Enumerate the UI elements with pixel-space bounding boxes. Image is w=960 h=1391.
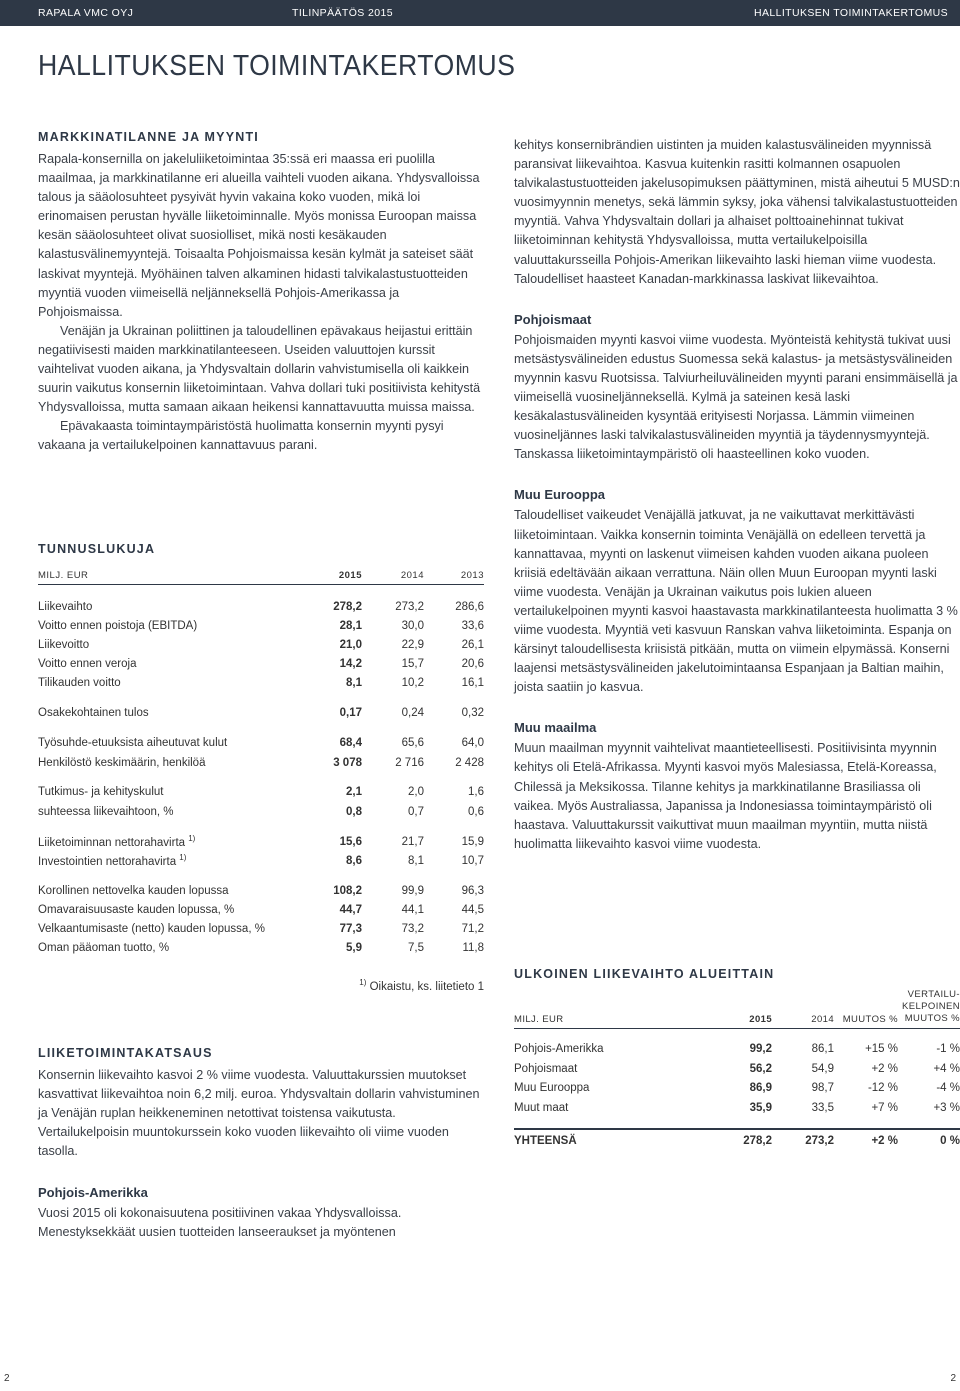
keyfigures-body [38,585,484,958]
keyfigures-label: Työsuhde-etuuksista aiheutuvat kulut [38,737,228,750]
keyfigures-value-2014: 22,9 [401,638,424,651]
external-sales-row [514,1039,960,1059]
keyfigures-value-2013: 0,6 [468,805,484,818]
keyfigures-label: Liikevoitto [38,638,90,651]
keyfigures-label: suhteessa liikevaihtoon, % [38,805,174,818]
keyfigures-row [38,851,484,870]
keyfigures-year-2015: 2015 [302,566,362,585]
keyfigures-section [38,542,484,993]
region-2015: 86,9 [749,1082,772,1095]
right-column [514,136,960,854]
keyfigures-value-2013: 33,6 [461,619,484,632]
footnote-text: Oikaistu, ks. liitetieto 1 [369,980,484,993]
keyfigures-label: Osakekohtainen tulos [38,707,149,720]
region-2014: 54,9 [811,1062,834,1075]
region-change: -12 % [867,1082,898,1095]
operations-text: Konsernin liikevaihto kasvoi 2 % viime vuodesta. Valuuttakurssien muutokset kasvattivat liikevaihtoa noin 6,2 milj. euroa. Yhdysvaltain dollarin vahvistuminen ja Venäjän ruplan heikkeneminen netottivat toistensa vaikutusta. Vertailukelpoisin muuntokurssein koko vuoden liikevaihto oli viime vuoden tasolla. [38,1068,480,1159]
keyfigures-value-2014: 44,1 [401,904,424,917]
region-comparable-change: +4 % [933,1062,960,1075]
keyfigures-value-2015: 8,6 [346,854,362,867]
header-report: TILINPÄÄTÖS 2015 [292,7,393,19]
page-number-left: 2 [4,1373,10,1384]
external-sales-row [514,1098,960,1118]
keyfigures-row [38,655,484,674]
external-sales-col-comparable [898,989,960,1029]
keyfigures-label: Liikevaihto [38,600,93,613]
keyfigures-heading: TUNNUSLUKUJA [38,542,156,556]
region-name: Pohjoismaat [514,1062,578,1075]
keyfigures-value-2013: 20,6 [461,658,484,671]
north-america-text-left: Vuosi 2015 oli kokonaisuutena positiivinen vakaa Yhdysvalloissa. Menestyksekkäät uusien tuotteiden lanseeraukset ja myöntenen [38,1206,402,1240]
footnote-ref: 1) [179,853,187,863]
keyfigures-label: Henkilöstö keskimäärin, henkilöä [38,756,206,769]
keyfigures-row [38,616,484,635]
keyfigures-label: Tutkimus- ja kehityskulut [38,786,164,799]
keyfigures-value-2013: 71,2 [461,923,484,936]
keyfigures-value-2013: 0,32 [461,707,484,720]
keyfigures-value-2015: 8,1 [346,677,362,690]
keyfigures-value-2013: 11,8 [462,942,484,955]
keyfigures-footnote [38,978,484,993]
north-america-section [38,1185,483,1242]
keyfigures-value-2014: 21,7 [401,835,424,848]
keyfigures-row [38,920,484,939]
keyfigures-value-2013: 16,1 [461,677,484,690]
page-number-right: 2 [950,1373,956,1384]
external-sales-section [514,967,960,1152]
page-title: HALLITUKSEN TOIMINTAKERTOMUS [38,50,516,82]
keyfigures-unit: MILJ. EUR [38,566,302,585]
keyfigures-row [38,832,484,851]
other-europe-text: Taloudelliset vaikeudet Venäjällä jatkuvat, ja ne vaikuttavat merkittävästi liiketoimintaan. Vaikka konsernin toiminta Venäjällä on edelleen tervettä ja kannattavaa, myynti on laskenut viimeisen kahden vuoden aikana puoleen kriisiä edeltävään aikaan verrattuna. Näin ollen Muun Euroopan myynti laski viime vuodesta. Venäjän ja Ukrainan vaikutus pois lukien alueen vertailukelpoinen myynti kasvoi haastavasta markkinatilanteesta huolimatta 3 % viime vuodesta. Myyntiä veti kasvuun Ranskan vahva liiketoiminta. Espanja on kärsinyt taloudellisesta kriisistä pitkään, mutta on viimein elpymässä. Konserni laajensi metsästysvälineiden jakelutoimintaansa Espanjaan ja Baltian maihin, joista saatiin jo kasvua. [514,508,958,695]
markets-paragraph-2: Venäjän ja Ukrainan poliittinen ja taloudellinen epävakaus heijastui erittäin negatiivisesti maiden markkinatilanteeseen. Useiden valuuttojen kurssit vaihtelivat vuoden aikana, ja Yhdysvaltain dollarin vahvistumisella oli kaikkein suurin vaikutus konsernin liiketoimintaan. Vahva dollari tuki positiivista kehitystä Yhdysvalloissa, mutta samaan aikaan heikensi kannattavuutta muissa maissa. [38,323,481,415]
region-2014: 33,5 [811,1102,834,1115]
comp-header-line-2: KELPOINEN [902,1001,960,1012]
region-comparable-change: +3 % [933,1102,960,1115]
keyfigures-value-2013: 15,9 [461,835,484,848]
total-comparable-change: 0 % [898,1129,960,1152]
keyfigures-value-2013: 64,0 [461,737,484,750]
keyfigures-value-2014: 273,2 [395,600,424,613]
header-section: HALLITUKSEN TOIMINTAKERTOMUS [753,7,948,19]
keyfigures-row [38,900,484,919]
keyfigures-value-2015: 0,17 [339,707,362,720]
keyfigures-value-2014: 0,7 [408,805,424,818]
total-2015: 278,2 [710,1129,772,1152]
keyfigures-value-2015: 21,0 [339,638,362,651]
total-region: YHTEENSÄ [514,1129,710,1152]
keyfigures-value-2013: 286,6 [455,600,484,613]
keyfigures-value-2014: 73,2 [401,923,424,936]
rest-of-world-text: Muun maailman myynnit vaihtelivat maantieteellisesti. Positiivisinta myynnin kehitys oli Etelä-Afrikassa. Myynti kasvoi myös Malesiassa, Etelä-Koreassa, Chilessä ja Meksikossa. Tilanne kehitys ja markkinatilanne Brasiliassa oli vaikea. Myös Australiassa, Japanissa ja Indonesiassa toimintaympäristö oli haastava. Valuuttakurssit vaikuttivat muun maailman myyntiin, mutta niistä huolimatta liikevaihto kasvoi viime vuodesta. [514,741,937,851]
keyfigures-value-2013: 2 428 [455,756,484,769]
keyfigures-row [38,734,484,753]
keyfigures-value-2015: 14,2 [339,658,362,671]
keyfigures-value-2015: 28,1 [339,619,362,632]
external-sales-row [514,1059,960,1079]
markets-section [38,130,483,456]
keyfigures-label: Oman pääoman tuotto, % [38,942,170,955]
footnote-mark: 1) [359,977,367,987]
keyfigures-row [38,802,484,821]
keyfigures-value-2015: 108,2 [333,884,362,897]
region-name: Muu Eurooppa [514,1082,590,1095]
region-change: +2 % [871,1062,898,1075]
region-name: Muut maat [514,1102,569,1115]
keyfigures-value-2015: 2,1 [346,786,362,799]
keyfigures-value-2015: 0,8 [346,805,362,818]
keyfigures-value-2014: 10,2 [401,677,424,690]
external-sales-unit: MILJ. EUR [514,989,710,1029]
keyfigures-value-2015: 44,7 [339,904,362,917]
total-2014: 273,2 [772,1129,834,1152]
region-change: +15 % [865,1042,898,1055]
keyfigures-value-2014: 2,0 [408,786,424,799]
page-header [0,0,960,26]
keyfigures-year-2014: 2014 [362,566,424,585]
keyfigures-value-2013: 44,5 [461,904,484,917]
keyfigures-label: Voitto ennen poistoja (EBITDA) [38,619,198,632]
region-change: +7 % [871,1102,898,1115]
external-sales-col-change: MUUTOS % [834,989,898,1029]
keyfigures-row [38,597,484,616]
markets-heading: MARKKINATILANNE JA MYYNTI [38,130,259,144]
north-america-text-right: kehitys konsernibrändien uistinten ja muiden kalastusvälineiden myynnissä paransivat liikevaihtoa. Kasvua kuitenkin rasitti kolmannen osapuolen talvikalastustuotteiden jakelusopimuksen päättyminen, mistä aiheutui 5 MUSD:n vuosimyynnin menetys, sekä lämmin syksy, joka vähensi talvikalastustuotteiden myyntiä. Vahva Yhdysvaltain dollari ja alhaiset polttoainehinnat tukivat liiketoiminnan kehitystä Yhdysvalloissa, mutta vertailukelpoisilla valuuttakursseilla Pohjois-Amerikan liikevaihto laski hieman viime vuodesta. Taloudelliset haasteet Kanadan-markkinassa laskivat liikevaihtoa. [514,138,960,286]
rest-of-world-heading: Muu maailma [514,720,597,736]
keyfigures-year-2013: 2013 [424,566,484,585]
keyfigures-value-2015: 77,3 [339,923,362,936]
keyfigures-value-2014: 7,5 [408,942,424,955]
keyfigures-value-2014: 99,9 [401,884,424,897]
operations-section [38,1046,483,1161]
keyfigures-label: Omavaraisuusaste kauden lopussa, % [38,904,235,917]
total-change: +2 % [834,1129,898,1152]
region-2015: 56,2 [749,1062,772,1075]
keyfigures-value-2015: 68,4 [339,737,362,750]
keyfigures-label: Liiketoiminnan nettorahavirta $^{1)}$ [38,834,196,850]
keyfigures-row [38,674,484,693]
keyfigures-label: Tilikauden voitto [38,677,121,690]
external-sales-row [514,1079,960,1099]
markets-paragraph-3: Epävakaasta toimintaympäristöstä huolimatta konsernin myynti pysyi vakaana ja vertailukelpoinen kannattavuus parani. [38,419,444,453]
keyfigures-label: Velkaantumisaste (netto) kauden lopussa, % [38,923,265,936]
keyfigures-value-2014: 30,0 [401,619,424,632]
external-sales-total-row [514,1129,960,1152]
keyfigures-value-2014: 2 716 [395,756,424,769]
external-sales-table [514,989,960,1152]
region-2015: 99,2 [749,1042,772,1055]
region-2014: 86,1 [811,1042,834,1055]
keyfigures-value-2014: 65,6 [401,737,424,750]
keyfigures-value-2014: 8,1 [408,854,424,867]
external-sales-heading: ULKOINEN LIIKEVAIHTO ALUEITTAIN [514,967,775,981]
external-sales-body [514,1029,960,1119]
keyfigures-row [38,704,484,723]
external-sales-col-2015: 2015 [710,989,772,1029]
keyfigures-value-2013: 26,1 [461,638,484,651]
region-name: Pohjois-Amerikka [514,1042,604,1055]
keyfigures-value-2015: 15,6 [339,835,362,848]
keyfigures-row [38,753,484,772]
keyfigures-value-2015: 278,2 [333,600,362,613]
keyfigures-value-2014: 15,7 [401,658,424,671]
region-2014: 98,7 [811,1082,834,1095]
operations-heading: LIIKETOIMINTAKATSAUS [38,1046,213,1060]
keyfigures-row [38,939,484,958]
nordics-heading: Pohjoismaat [514,311,592,327]
region-comparable-change: -4 % [936,1082,960,1095]
keyfigures-value-2015: 3 078 [333,756,362,769]
external-sales-col-2014: 2014 [772,989,834,1029]
keyfigures-table [38,566,484,958]
keyfigures-row [38,881,484,900]
comp-header-line-1: VERTAILU- [907,989,960,1000]
keyfigures-value-2015: 5,9 [346,942,362,955]
header-company: RAPALA VMC OYJ [38,7,134,19]
keyfigures-value-2013: 10,7 [461,854,484,867]
keyfigures-label: Voitto ennen veroja [38,658,137,671]
footnote-ref: 1) [188,834,196,844]
keyfigures-value-2013: 1,6 [468,786,484,799]
nordics-text: Pohjoismaiden myynti kasvoi viime vuodesta. Myönteistä kehitystä tukivat uusi metsästysvälineiden edustus Suomessa sekä kalastus- ja metsästysvälineiden myynnin kasvu Ruotsissa. Talviurheiluvälineiden myynti parani ensimmäisellä ja viimeisellä vuosineljänneksellä. Kylmä ja sateinen kesä laski kesäkalastusvälineiden kysyntää erityisesti Norjassa. Lämmin viimeinen vuosineljännes laski talvikalastusvälineiden myyntiä ja täydennysmyyntejä. Tanskassa liiketoimintaympäristö oli haasteellinen koko vuoden. [514,332,958,462]
north-america-heading: Pohjois-Amerikka [38,1185,148,1200]
keyfigures-row [38,635,484,654]
comp-header-line-3: MUUTOS % [904,1013,960,1024]
keyfigures-label: Korollinen nettovelka kauden lopussa [38,884,229,897]
keyfigures-value-2014: 0,24 [401,707,424,720]
region-2015: 35,9 [749,1102,772,1115]
keyfigures-row [38,783,484,802]
keyfigures-label: Investointien nettorahavirta $^{1)}$ [38,853,187,869]
region-comparable-change: -1 % [936,1042,960,1055]
other-europe-heading: Muu Eurooppa [514,487,605,503]
markets-paragraph-1: Rapala-konsernilla on jakeluliiketoimintaa 35:ssä eri maassa eri puolilla maailmaa, ja markkinatilanne eri alueilla vaihteli vuoden aikana. Yhdysvalloissa talous ja sääolosuhteet pysyivät hyvin vakaina koko vuoden, mikä loi erinomaisen perustan hyvälle liiketoiminnalle. Myös monissa Euroopan maissa kesän sääolosuhteet olivat suosiolliset, mikä nosti kesäkauden kalastusvälinemyyntejä. Toisaalta Pohjoismaissa kesän kylmät ja sateiset säät laskivat myyntejä. Myöhäinen talven alkaminen hidasti talvikalastustuotteiden myyntiä vuoden viimeisellä neljänneksellä Pohjois-Amerikassa ja Pohjoismaissa. [38,152,480,319]
keyfigures-value-2013: 96,3 [461,884,484,897]
